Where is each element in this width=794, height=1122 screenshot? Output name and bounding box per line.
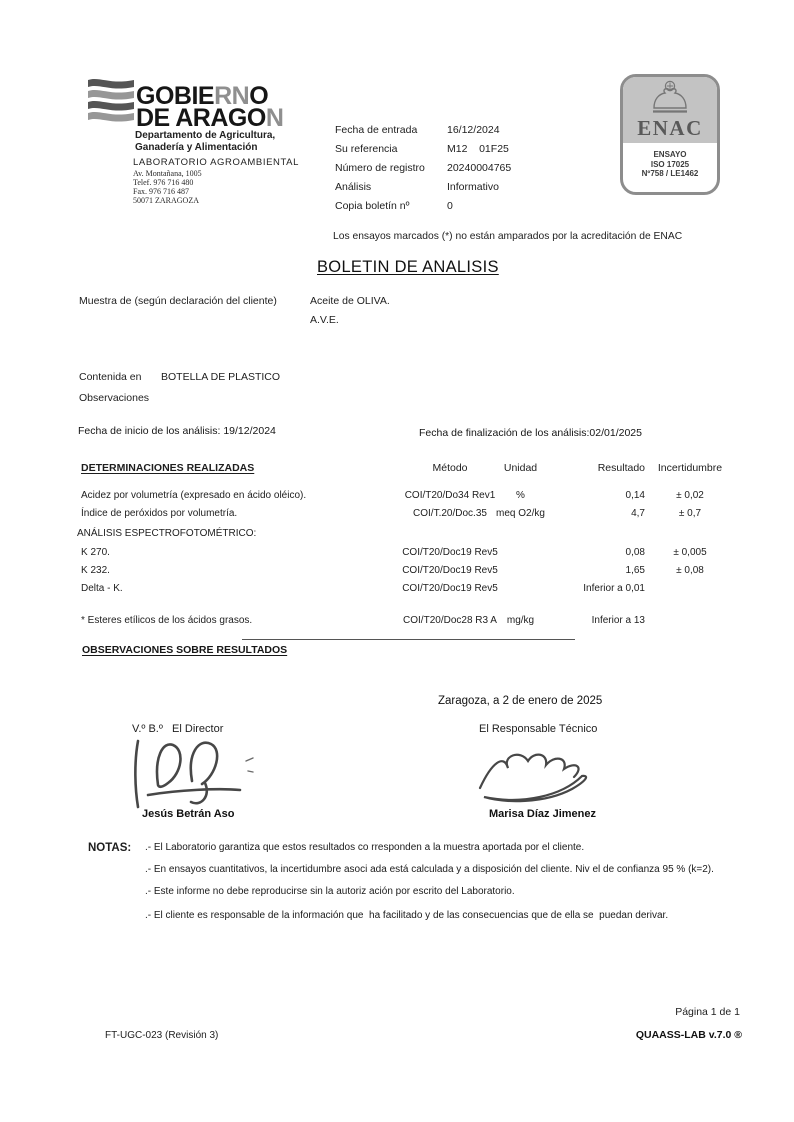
registration-value: Informativo <box>447 181 499 193</box>
enac-scope-line: Nº758 / LE1462 <box>641 169 699 178</box>
result-value: Inferior a 0,01 <box>583 583 645 594</box>
method-value: COI/T20/Do34 Rev1 <box>404 490 496 501</box>
registration-value: 20240004765 <box>447 162 512 174</box>
table-end-rule <box>242 639 575 640</box>
sample-declared-value2: A.V.E. <box>310 314 339 326</box>
result-value: 0,08 <box>625 547 645 558</box>
aragon-flag-icon <box>88 78 134 124</box>
determination-label: K 232. <box>81 565 110 576</box>
method-value: COI/T20/Doc19 Rev5 <box>402 547 498 558</box>
agency-name-part-gray: N <box>265 104 284 132</box>
enac-badge-top <box>623 77 717 143</box>
registration-label: Análisis <box>335 181 372 193</box>
technician-signature <box>470 748 605 806</box>
table-row <box>0 528 794 542</box>
enac-badge-scope <box>623 143 717 179</box>
director-title: V.º B.º El Director <box>132 723 224 735</box>
result-value: 4,7 <box>631 508 645 519</box>
note-item: .- Este informe no debe reproducirse sin la autoriz ación por escrito del Laboratorio. <box>145 886 515 897</box>
director-name: Jesús Betrán Aso <box>142 808 235 820</box>
method-value: COI/T20/Doc19 Rev5 <box>402 565 498 576</box>
enac-scope-line: ISO 17025 <box>650 159 690 169</box>
method-value: COI/T20/Doc28 R3 A <box>403 615 497 626</box>
table-row <box>0 490 794 504</box>
enac-accreditation-badge <box>620 74 720 195</box>
method-header: Método <box>432 462 468 474</box>
lab-fax: Fax. 976 716 487 <box>133 187 189 196</box>
table-row <box>0 547 794 561</box>
determination-label: * Esteres etílicos de los ácidos grasos. <box>81 615 253 626</box>
determination-label: Acidez por volumetría (expresado en ácido oléico). <box>81 490 307 501</box>
uncertainty-value: ± 0,7 <box>678 508 702 519</box>
sample-declared-value: Aceite de OLIVA. <box>310 295 390 307</box>
note-item: .- El Laboratorio garantiza que estos resultados co rresponden a la muestra aportada por el cliente. <box>145 842 585 853</box>
determination-section-label: ANÁLISIS ESPECTROFOTOMÉTRICO: <box>77 528 257 539</box>
result-value: 0,14 <box>625 490 645 501</box>
uncertainty-header: Incertidumbre <box>657 462 723 474</box>
table-row <box>0 565 794 579</box>
determinations-header: DETERMINACIONES REALIZADAS <box>81 462 255 474</box>
observations-label: Observaciones <box>79 392 150 404</box>
director-signature <box>128 735 258 813</box>
method-value: COI/T20/Doc19 Rev5 <box>402 583 498 594</box>
agency-name-part: GOBIE <box>136 82 215 110</box>
department-line1: Departamento de Agricultura, <box>135 130 276 141</box>
observations-results-heading: OBSERVACIONES SOBRE RESULTADOS <box>82 644 288 656</box>
table-row <box>0 615 794 629</box>
enac-scope-line: ENSAYO <box>653 150 687 159</box>
results-table-header <box>0 462 794 476</box>
page-title: BOLETIN DE ANALISIS <box>317 258 499 276</box>
container-value: BOTELLA DE PLASTICO <box>161 371 281 383</box>
place-and-date: Zaragoza, a 2 de enero de 2025 <box>438 695 603 707</box>
lab-postal-city: 50071 ZARAGOZA <box>133 196 199 205</box>
technician-title: El Responsable Técnico <box>479 723 598 735</box>
result-value: Inferior a 13 <box>591 615 645 626</box>
lab-phone: Telef. 976 716 480 <box>133 178 194 187</box>
analysis-start-date: Fecha de inicio de los análisis: 19/12/2024 <box>78 425 276 437</box>
registration-label: Su referencia <box>335 143 398 155</box>
crown-icon <box>646 80 694 114</box>
agency-name-line2 <box>136 104 284 132</box>
page-number: Página 1 de 1 <box>675 1006 740 1018</box>
agency-name-part: DE ARAGO <box>136 104 266 132</box>
analysis-end-date: Fecha de finalización de los análisis:02/01/2025 <box>419 427 642 439</box>
notes-label: NOTAS: <box>88 842 132 854</box>
determination-label: Índice de peróxidos por volumetría. <box>81 508 238 519</box>
technician-name: Marisa Díaz Jimenez <box>489 808 596 820</box>
agency-name-part-gray: RN <box>214 82 250 110</box>
note-item: .- En ensayos cuantitativos, la incertidumbre asoci ada está calculada y a disposición del cliente. Niv el de confianza 95 % (k=2). <box>145 864 714 875</box>
form-code: FT-UGC-023 (Revisión 3) <box>105 1030 219 1041</box>
enac-wordmark: ENAC <box>637 116 703 140</box>
accreditation-notice: Los ensayos marcados (*) no están amparados por la acreditación de ENAC <box>333 231 683 242</box>
registration-label: Número de registro <box>335 162 425 174</box>
table-row <box>0 583 794 597</box>
determination-label: K 270. <box>81 547 110 558</box>
registration-label: Fecha de entrada <box>335 124 418 136</box>
registration-value: 0 <box>447 200 453 212</box>
note-item: .- El cliente es responsable de la información que ha facilitado y de las consecuencias que de ella se puedan derivar. <box>145 910 669 921</box>
unit-value: meq O2/kg <box>496 508 545 519</box>
uncertainty-value: ± 0,08 <box>676 565 704 576</box>
uncertainty-value: ± 0,005 <box>673 547 707 558</box>
registration-value: 16/12/2024 <box>447 124 500 136</box>
laboratory-name: LABORATORIO AGROAMBIENTAL <box>133 157 299 168</box>
registration-value: M12 01F25 <box>447 143 509 155</box>
table-row <box>0 508 794 522</box>
sample-declared-label: Muestra de (según declaración del cliente) <box>79 295 277 307</box>
container-label: Contenida en <box>79 371 142 383</box>
uncertainty-value: ± 0,02 <box>676 490 704 501</box>
registration-label: Copia boletín nº <box>335 200 410 212</box>
lab-address: Av. Montañana, 1005 <box>133 169 202 178</box>
agency-name-part: O <box>249 82 269 110</box>
result-header: Resultado <box>597 462 645 474</box>
software-credit: QUAASS-LAB v.7.0 ® <box>635 1029 742 1041</box>
determination-label: Delta - K. <box>81 583 123 594</box>
method-value: COI/T.20/Doc.35 <box>413 508 487 519</box>
unit-header: Unidad <box>503 462 538 474</box>
result-value: 1,65 <box>625 565 645 576</box>
department-line2: Ganadería y Alimentación <box>135 142 258 153</box>
unit-value: mg/kg <box>506 615 535 626</box>
unit-value: % <box>516 490 525 501</box>
